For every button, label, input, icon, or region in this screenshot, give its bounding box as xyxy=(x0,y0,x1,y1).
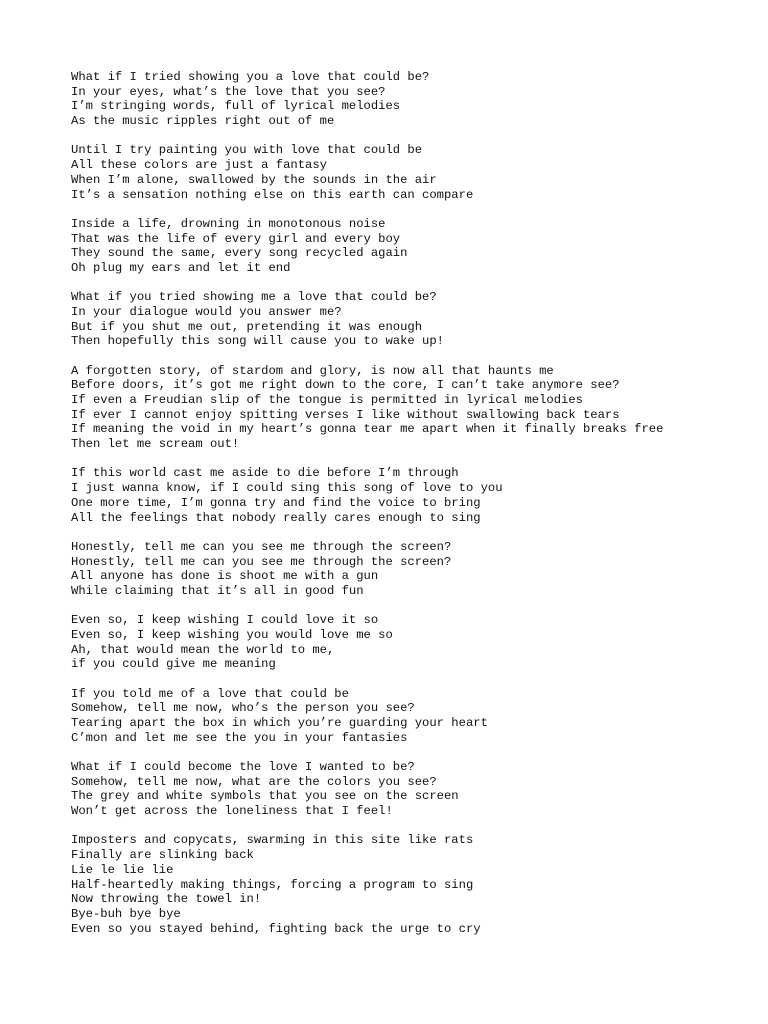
lyric-line: All these colors are just a fantasy xyxy=(71,158,327,173)
lyric-line: While claiming that it’s all in good fun xyxy=(71,583,364,598)
lyric-line: Finally are slinking back xyxy=(71,848,254,863)
stanza-10 xyxy=(71,760,761,819)
stanza-5 xyxy=(71,364,761,452)
lyric-line: Even so, I keep wishing I could love it so xyxy=(71,613,379,628)
lyric-line: Before doors, it’s got me right down to the core, I can’t take anymore see? xyxy=(71,378,620,393)
lyric-line: All the feelings that nobody really cares enough to sing xyxy=(71,510,481,525)
lyric-line: Even so, I keep wishing you would love me so xyxy=(71,627,393,642)
lyric-line: Until I try painting you with love that could be xyxy=(71,143,423,158)
stanza-1 xyxy=(71,70,761,129)
lyric-line: Then let me scream out! xyxy=(71,437,240,452)
lyric-line: What if I tried showing you a love that could be? xyxy=(71,70,430,84)
lyric-line: I’m stringing words, full of lyrical melodies xyxy=(71,99,401,114)
lyric-line: Tearing apart the box in which you’re guarding your heart xyxy=(71,716,488,731)
lyric-line: C’mon and let me see the you in your fantasies xyxy=(71,730,408,745)
lyric-line: Inside a life, drowning in monotonous noise xyxy=(71,216,386,231)
lyric-line: But if you shut me out, pretending it was enough xyxy=(71,319,423,334)
lyric-line: Then hopefully this song will cause you to wake up! xyxy=(71,334,444,349)
stanza-2 xyxy=(71,143,761,202)
lyric-line: When I’m alone, swallowed by the sounds in the air xyxy=(71,172,437,187)
lyric-line: if you could give me meaning xyxy=(71,657,276,672)
stanza-6 xyxy=(71,466,761,525)
stanza-11 xyxy=(71,833,761,936)
stanza-9 xyxy=(71,687,761,746)
lyric-line: I just wanna know, if I could sing this song of love to you xyxy=(71,481,503,496)
lyric-line: Honestly, tell me can you see me through the screen? xyxy=(71,554,452,569)
lyric-line: Won’t get across the loneliness that I feel! xyxy=(71,804,393,819)
lyric-line: Oh plug my ears and let it end xyxy=(71,260,291,275)
stanza-7 xyxy=(71,540,761,599)
lyric-line: A forgotten story, of stardom and glory, is now all that haunts me xyxy=(71,363,554,378)
lyric-line: Bye-buh bye bye xyxy=(71,906,181,921)
stanza-3 xyxy=(71,217,761,276)
lyric-line: One more time, I’m gonna try and find the voice to bring xyxy=(71,495,481,510)
lyric-line: In your dialogue would you answer me? xyxy=(71,304,342,319)
lyric-line: As the music ripples right out of me xyxy=(71,114,335,129)
lyric-line: All anyone has done is shoot me with a gun xyxy=(71,569,379,584)
stanza-8 xyxy=(71,613,761,672)
lyric-line: If meaning the void in my heart’s gonna tear me apart when it finally breaks free xyxy=(71,422,664,437)
lyric-line: Half-heartedly making things, forcing a program to sing xyxy=(71,877,474,892)
lyric-line: If this world cast me aside to die before I’m through xyxy=(71,466,459,481)
lyric-line: That was the life of every girl and every boy xyxy=(71,231,401,246)
lyric-line: The grey and white symbols that you see on the screen xyxy=(71,789,459,804)
lyric-line: In your eyes, what’s the love that you see? xyxy=(71,84,386,99)
lyric-line: Somehow, tell me now, what are the colors you see? xyxy=(71,774,437,789)
lyric-line: If even a Freudian slip of the tongue is permitted in lyrical melodies xyxy=(71,393,583,408)
stanza-4 xyxy=(71,290,761,349)
lyric-line: They sound the same, every song recycled again xyxy=(71,246,408,261)
lyric-line: What if you tried showing me a love that could be? xyxy=(71,290,437,305)
lyric-line: If you told me of a love that could be xyxy=(71,686,349,701)
lyric-line: What if I could become the love I wanted to be? xyxy=(71,760,415,775)
lyrics-page xyxy=(71,70,761,951)
lyric-line: It’s a sensation nothing else on this earth can compare xyxy=(71,187,474,202)
lyric-line: Somehow, tell me now, who’s the person you see? xyxy=(71,701,415,716)
lyric-line: Honestly, tell me can you see me through the screen? xyxy=(71,539,452,554)
lyric-line: Lie le lie lie xyxy=(71,862,174,877)
lyric-line: Now throwing the towel in! xyxy=(71,892,262,907)
lyric-line: Imposters and copycats, swarming in this site like rats xyxy=(71,833,474,848)
lyric-line: Ah, that would mean the world to me, xyxy=(71,642,335,657)
lyric-line: Even so you stayed behind, fighting back the urge to cry xyxy=(71,921,481,936)
lyric-line: If ever I cannot enjoy spitting verses I like without swallowing back tears xyxy=(71,407,620,422)
